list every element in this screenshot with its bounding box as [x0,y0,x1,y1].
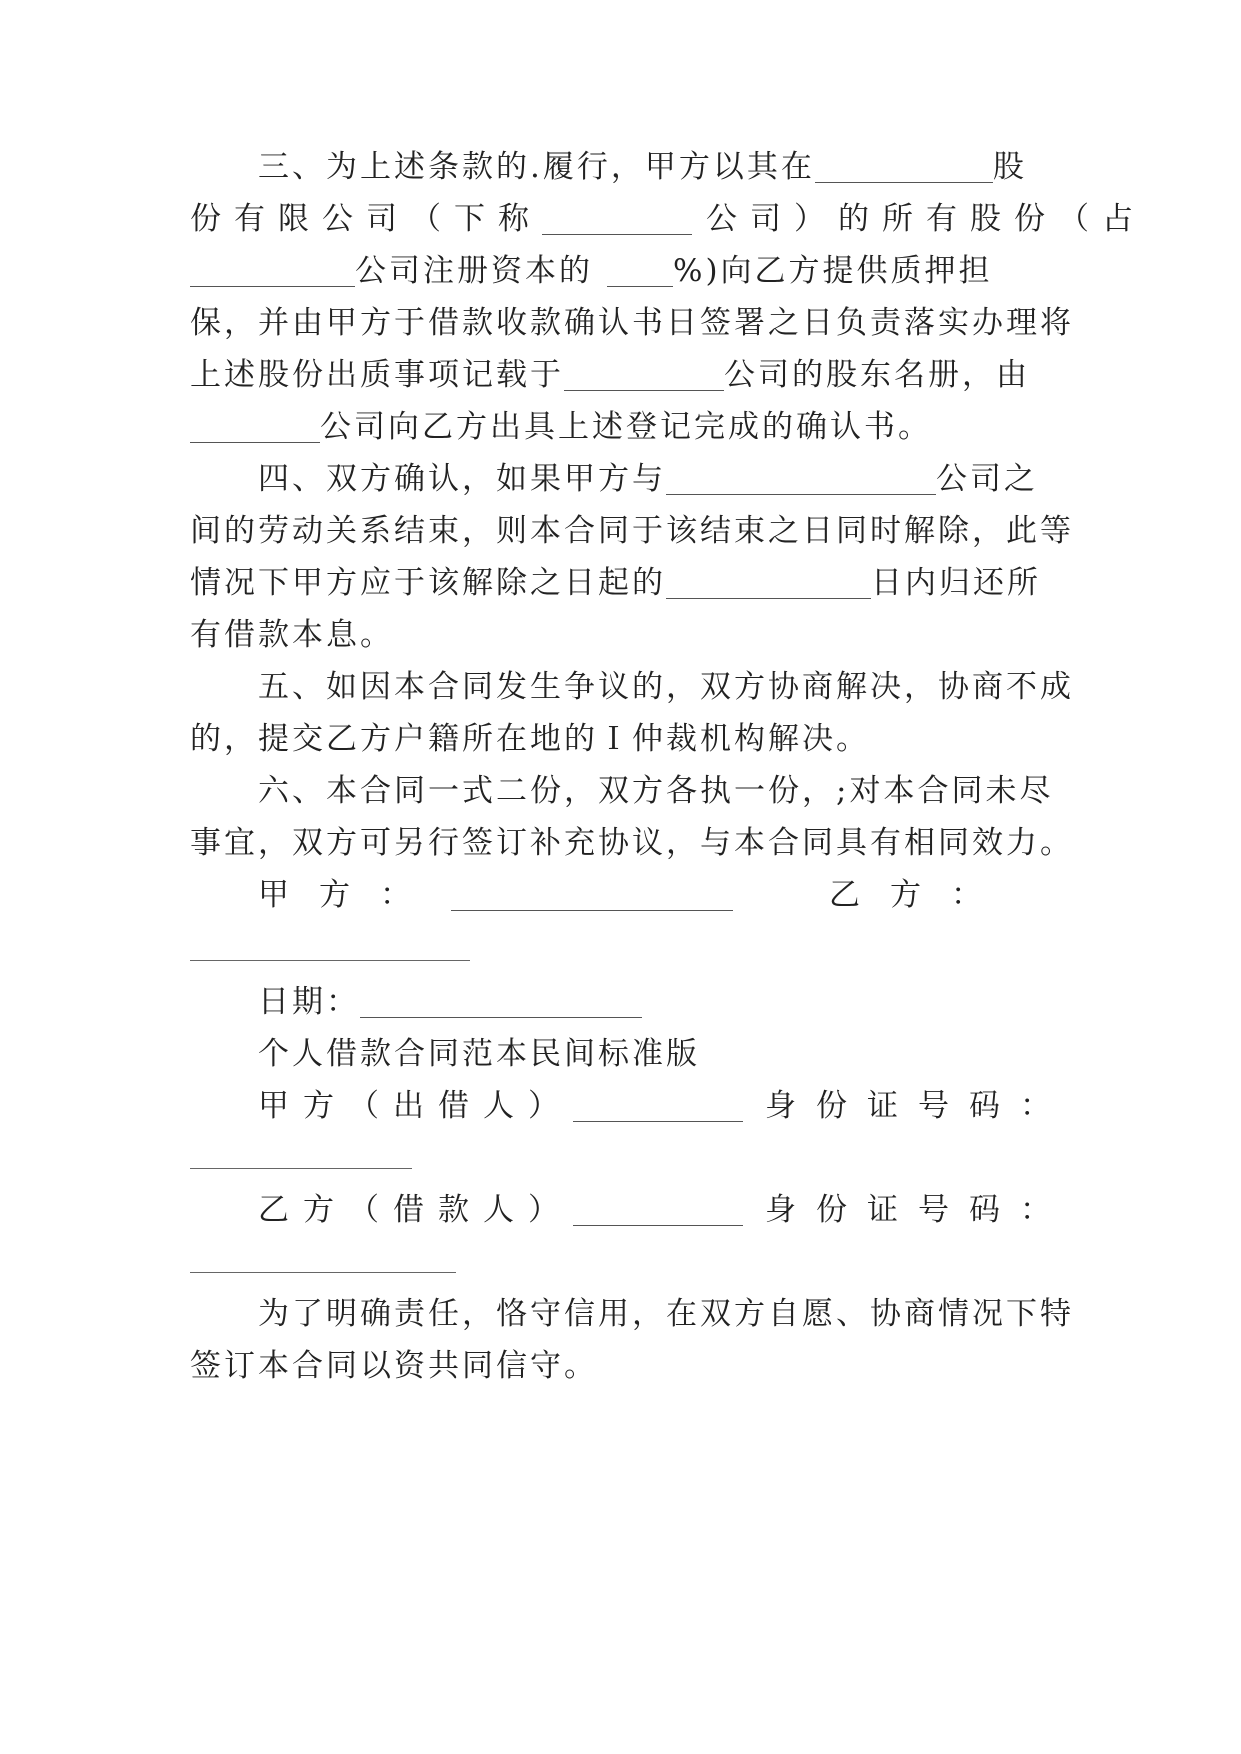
register-company-blank [564,360,724,391]
clause-4-line-2 [190,509,1074,553]
clause-3-text: 股 [992,149,1027,185]
clause-4-text: 公司之 [936,461,1038,497]
clause-3-text: 公司向乙方出具上述登记完成的确认书。 [320,409,932,445]
signature-row [258,873,1058,917]
clause-3-text: 三、为上述条款的.履行，甲方以其在 [258,149,815,185]
clause-3-line-3 [190,249,1060,293]
borrower-name-blank [573,1195,743,1226]
clause-3-line-5 [190,353,1060,397]
percentage-blank [607,256,673,287]
clause-3-line-6 [190,405,1060,449]
contract-title-text: 个人借款合同范本民间标准版 [258,1036,700,1072]
borrower-row [258,1188,1128,1232]
clause-3-text: %)向乙方提供质押担 [673,253,993,289]
clause-6-text: 六、本合同一式二份，双方各执一份，;对本合同未尽 [258,773,1054,809]
preamble-text: 为了明确责任，恪守信用，在双方自愿、协商情况下特 [258,1296,1074,1332]
lender-id-label: 身份证号码： [765,1088,1071,1124]
clause-3-text: 份有限公司（下称 [190,201,542,237]
confirm-company-blank [190,412,320,443]
clause-5-line-1 [258,665,1128,709]
employer-company-blank [666,464,936,495]
lender-label: 甲方（出借人） [258,1088,573,1124]
party-a-label: 甲方： [258,877,441,913]
clause-3-text: 公司注册资本的 [355,253,593,289]
clause-3-text: 公司的股东名册，由 [724,357,1030,393]
clause-3-line-2 [190,197,1146,241]
company-name-blank [190,256,355,287]
borrower-label: 乙方（借款人） [258,1192,573,1228]
clause-4-text: 情况下甲方应于该解除之日起的 [190,565,666,601]
party-b-label: 乙方： [829,877,1012,913]
borrower-id-blank [190,1272,456,1273]
clause-6-text: 事宜，双方可另行签订补充协议，与本合同具有相同效力。 [190,825,1074,861]
clause-3-text: 上述股份出质事项记载于 [190,357,564,393]
clause-6-line-2 [190,821,1074,865]
clause-5-line-2 [190,717,1060,761]
clause-4-line-4 [190,613,1060,657]
party-b-blank [190,960,470,961]
date-blank [360,987,642,1018]
clause-6-line-1 [258,769,1128,813]
clause-4-text: 四、双方确认，如果甲方与 [258,461,666,497]
contract-title [258,1032,1128,1076]
lender-id-blank [190,1168,412,1169]
clause-3-text: 公司）的所有股份（占 [706,201,1146,237]
clause-4-line-3 [190,561,1060,605]
clause-3-line-1 [258,145,1128,189]
borrower-id-label: 身份证号码： [765,1192,1071,1228]
days-blank [666,568,871,599]
preamble-text: 签订本合同以资共同信守。 [190,1348,598,1384]
clause-4-text: 间的劳动关系结束，则本合同于该结束之日同时解除，此等 [190,513,1074,549]
clause-3-line-4 [190,301,1074,345]
date-row [258,980,1128,1024]
clause-5-text: 的，提交乙方户籍所在地的Ｉ仲裁机构解决。 [190,721,870,757]
lender-name-blank [573,1091,743,1122]
party-a-blank [451,880,733,911]
clause-3-text: 保，并由甲方于借款收款确认书日签署之日负责落实办理将 [190,305,1074,341]
clause-4-text: 有借款本息。 [190,617,394,653]
lender-row [258,1084,1128,1128]
clause-4-line-1 [258,457,1128,501]
company-short-name-blank [542,204,692,235]
date-label: 日期： [258,984,360,1020]
preamble-line-1 [258,1292,1128,1336]
clause-4-text: 日内归还所 [871,565,1041,601]
preamble-line-2 [190,1344,1060,1388]
clause-5-text: 五、如因本合同发生争议的，双方协商解决，协商不成 [258,669,1074,705]
stock-company-blank [815,152,993,183]
